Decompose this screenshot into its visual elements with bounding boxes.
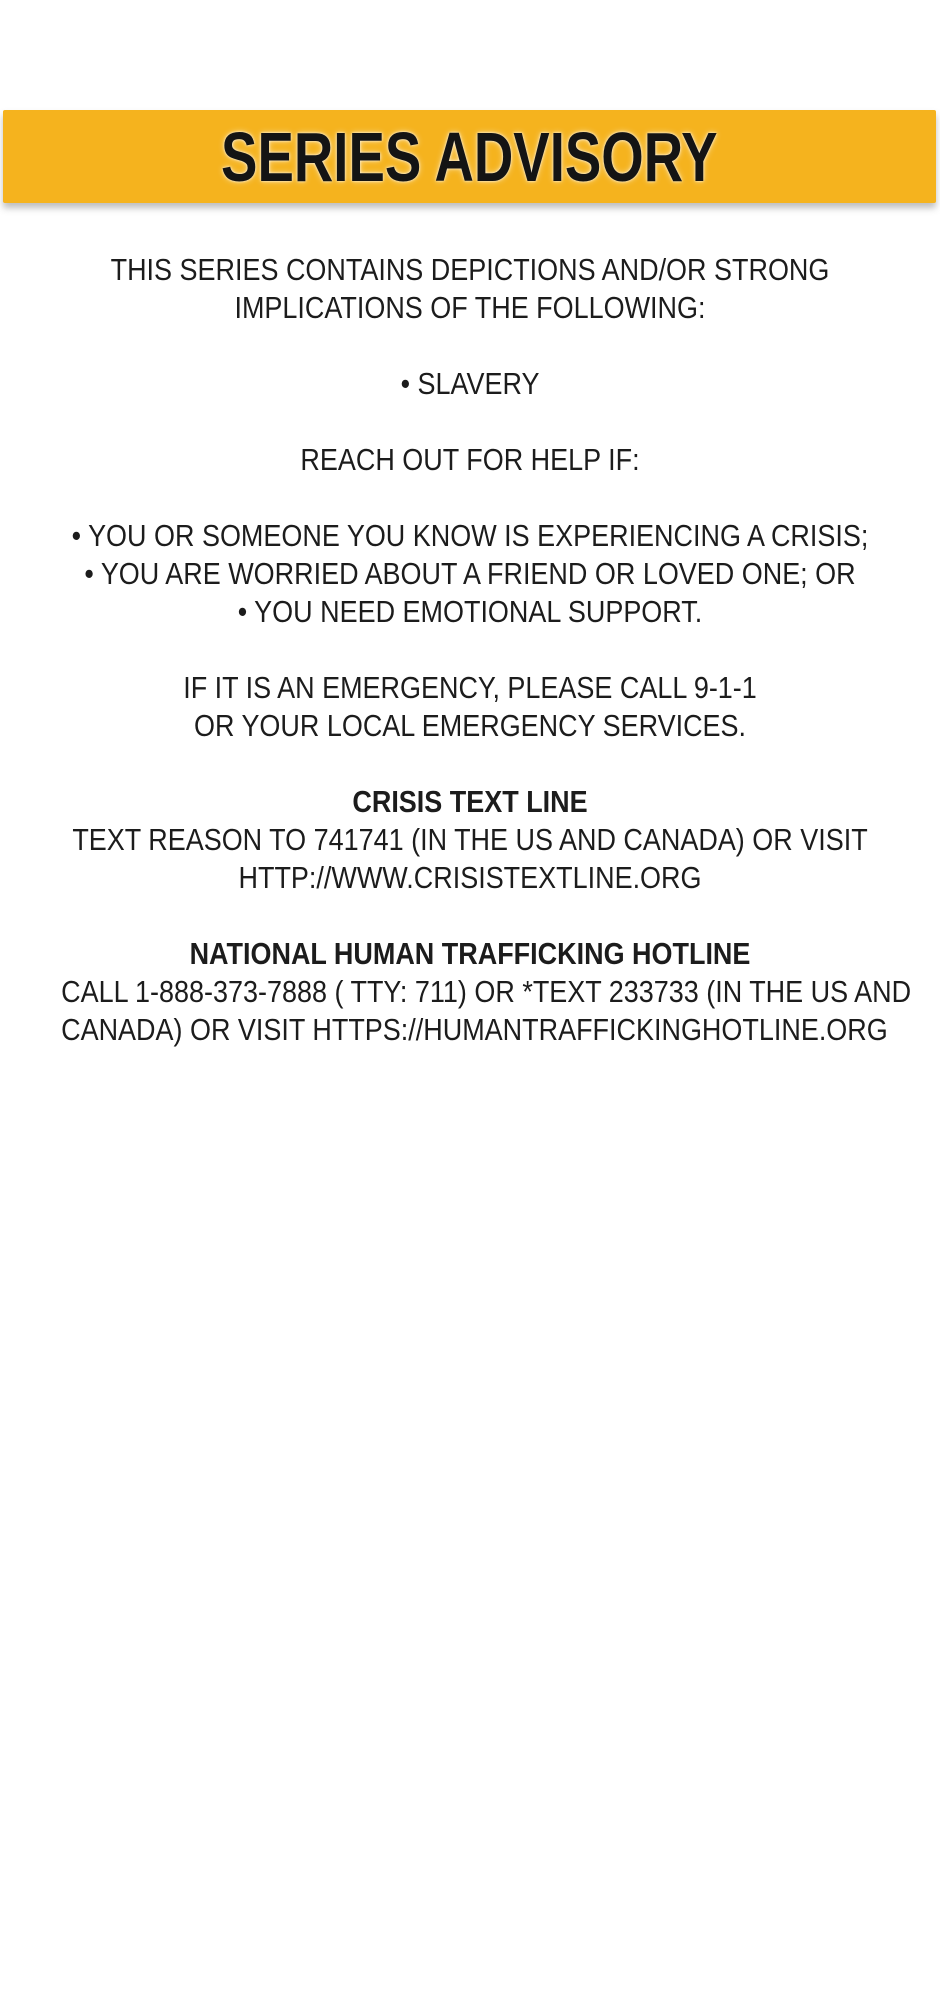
advisory-body xyxy=(61,251,912,1049)
spacer xyxy=(61,631,879,669)
series-advisory-banner xyxy=(3,110,936,203)
content-warning-item: • SLAVERY xyxy=(400,366,540,401)
spacer xyxy=(61,745,879,783)
help-heading: REACH OUT FOR HELP IF: xyxy=(300,442,640,477)
banner-title: SERIES ADVISORY xyxy=(221,117,718,196)
hotline-detail-line: HTTP://WWW.CRISISTEXTLINE.ORG xyxy=(238,860,702,895)
help-bullet: • YOU ARE WORRIED ABOUT A FRIEND OR LOVED ONE; OR xyxy=(84,556,856,591)
hotline-detail-line: TEXT REASON TO 741741 (IN THE US AND CANADA) OR VISIT xyxy=(72,822,868,857)
spacer xyxy=(61,897,879,935)
spacer xyxy=(61,403,879,441)
emergency-line: IF IT IS AN EMERGENCY, PLEASE CALL 9-1-1 xyxy=(183,670,757,705)
spacer xyxy=(61,479,879,517)
hotline-detail-line: CALL 1-888-373-7888 ( TTY: 711) OR *TEXT 233733 (IN THE US AND xyxy=(61,974,912,1009)
spacer xyxy=(61,327,879,365)
emergency-line: OR YOUR LOCAL EMERGENCY SERVICES. xyxy=(193,708,747,743)
help-bullet: • YOU NEED EMOTIONAL SUPPORT. xyxy=(237,594,703,629)
hotline-detail-line: CANADA) OR VISIT HTTPS://HUMANTRAFFICKINGHOTLINE.ORG xyxy=(61,1012,888,1047)
intro-line: THIS SERIES CONTAINS DEPICTIONS AND/OR STRONG xyxy=(110,252,830,287)
hotline-name-crisis-text-line: CRISIS TEXT LINE xyxy=(352,784,588,819)
intro-line: IMPLICATIONS OF THE FOLLOWING: xyxy=(234,290,706,325)
hotline-name-human-trafficking-hotline: NATIONAL HUMAN TRAFFICKING HOTLINE xyxy=(189,936,751,971)
help-bullet: • YOU OR SOMEONE YOU KNOW IS EXPERIENCING A CRISIS; xyxy=(71,518,869,553)
